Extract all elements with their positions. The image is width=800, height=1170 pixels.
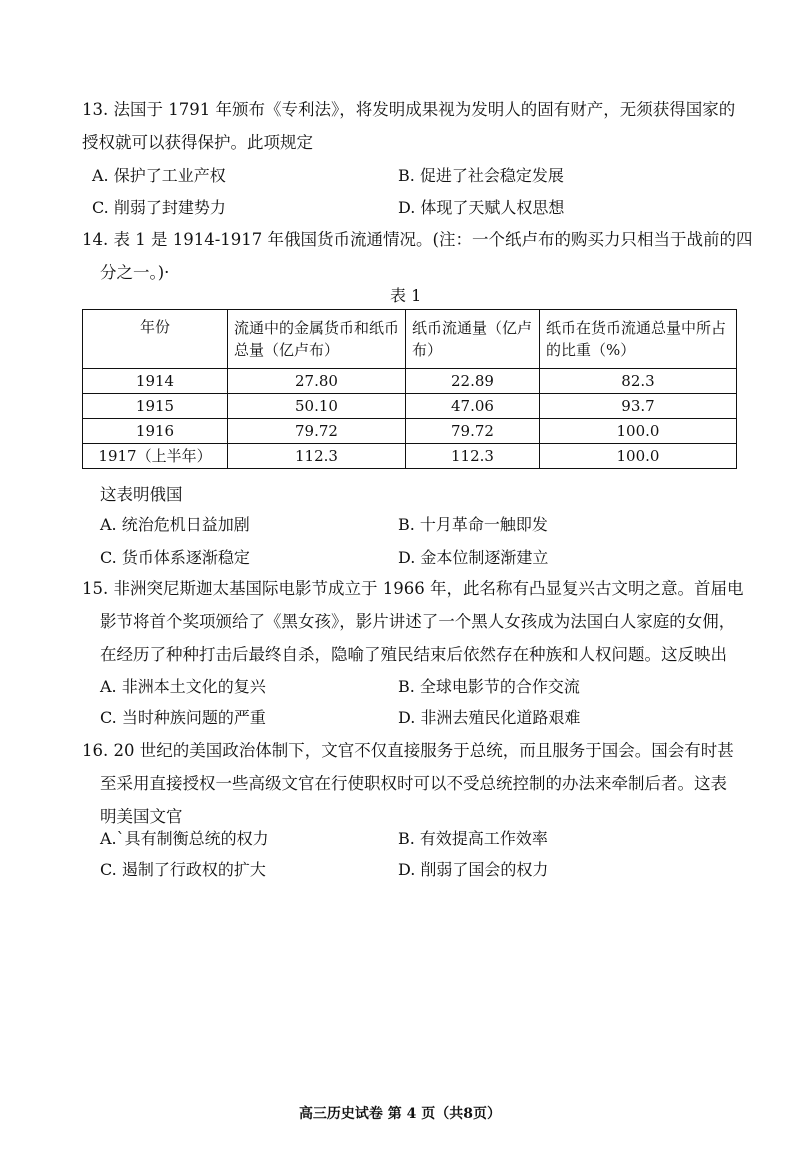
q14-option-b[interactable]: B. 十月革命一触即发 xyxy=(398,515,548,534)
page-footer: 高三历史试卷 第 4 页（共8页） xyxy=(298,1106,502,1122)
q13-option-b[interactable]: B. 促进了社会稳定发展 xyxy=(398,166,564,185)
q14-option-c[interactable]: C. 货币体系逐渐稳定 xyxy=(100,548,250,567)
q14-option-a[interactable]: A. 统治危机日益加剧 xyxy=(100,515,250,534)
table-cell: 112.3 xyxy=(406,444,540,469)
q13-stem-line1: 13. 法国于 1791 年颁布《专利法》，将发明成果视为发明人的固有财产，无须获得国家的 xyxy=(82,100,736,119)
table-cell: 1914 xyxy=(83,369,228,394)
q15-stem-line1: 15. 非洲突尼斯迦太基国际电影节成立于 1966 年，此名称有凸显复兴古文明之意。首届电 xyxy=(82,579,744,598)
table-header-year: 年份 xyxy=(83,310,228,369)
q16-option-c[interactable]: C. 遏制了行政权的扩大 xyxy=(100,860,266,879)
table-row xyxy=(83,419,737,444)
table-caption: 表 1 xyxy=(390,286,422,305)
table-row xyxy=(83,394,737,419)
q13-option-a[interactable]: A. 保护了工业产权 xyxy=(92,166,226,185)
table-header-paper: 纸币流通量（亿卢布） xyxy=(406,310,540,369)
table-cell: 1915 xyxy=(83,394,228,419)
q15-option-a[interactable]: A. 非洲本土文化的复兴 xyxy=(100,677,266,696)
table-cell: 112.3 xyxy=(228,444,406,469)
table-cell: 50.10 xyxy=(228,394,406,419)
q15-stem-line2: 影节将首个奖项颁给了《黑女孩》，影片讲述了一个黑人女孩成为法国白人家庭的女佣， xyxy=(100,612,736,631)
q16-option-b[interactable]: B. 有效提高工作效率 xyxy=(398,829,548,848)
q14-stem-line1: 14. 表 1 是 1914-1917 年俄国货币流通情况。(注：一个纸卢布的购买力只相当于战前的四 xyxy=(82,230,753,249)
q16-option-a[interactable]: A.`具有制衡总统的权力 xyxy=(100,829,269,848)
q14-stem-conclusion: 这表明俄国 xyxy=(100,485,183,504)
q13-stem-line2: 授权就可以获得保护。此项规定 xyxy=(82,133,313,152)
q16-stem-line1: 16. 20 世纪的美国政治体制下，文官不仅直接服务于总统，而且服务于国会。国会有时甚 xyxy=(82,741,734,760)
table-cell: 27.80 xyxy=(228,369,406,394)
q15-stem-line3: 在经历了种种打击后最终自杀，隐喻了殖民结束后依然存在种族和人权问题。这反映出 xyxy=(100,645,727,664)
q16-option-d[interactable]: D. 削弱了国会的权力 xyxy=(398,860,549,879)
q16-stem-line2: 至采用直接授权一些高级文官在行使职权时可以不受总统控制的办法来牵制后者。这表 xyxy=(100,774,727,793)
q13-option-c[interactable]: C. 削弱了封建势力 xyxy=(92,198,226,217)
q15-option-d[interactable]: D. 非洲去殖民化道路艰难 xyxy=(398,708,581,727)
table-cell: 1916 xyxy=(83,419,228,444)
table-cell: 82.3 xyxy=(540,369,737,394)
table-cell: 79.72 xyxy=(228,419,406,444)
table-header-share: 纸币在货币流通总量中所占的比重（%） xyxy=(540,310,737,369)
q14-option-d[interactable]: D. 金本位制逐渐建立 xyxy=(398,548,549,567)
q14-stem-line2: 分之一。)· xyxy=(100,263,170,282)
table-header-total: 流通中的金属货币和纸币总量（亿卢布） xyxy=(228,310,406,369)
q15-option-b[interactable]: B. 全球电影节的合作交流 xyxy=(398,677,580,696)
q13-option-d[interactable]: D. 体现了天赋人权思想 xyxy=(398,198,565,217)
q16-stem-line3: 明美国文官 xyxy=(100,807,183,826)
currency-table xyxy=(82,309,737,469)
table-row xyxy=(83,369,737,394)
table-cell: 79.72 xyxy=(406,419,540,444)
table-cell: 100.0 xyxy=(540,444,737,469)
q15-option-c[interactable]: C. 当时种族问题的严重 xyxy=(100,708,266,727)
table-cell: 93.7 xyxy=(540,394,737,419)
table-cell: 47.06 xyxy=(406,394,540,419)
table-row xyxy=(83,444,737,469)
table-cell: 100.0 xyxy=(540,419,737,444)
table-cell: 1917（上半年） xyxy=(83,444,228,469)
table-cell: 22.89 xyxy=(406,369,540,394)
table-header-row xyxy=(83,310,737,369)
